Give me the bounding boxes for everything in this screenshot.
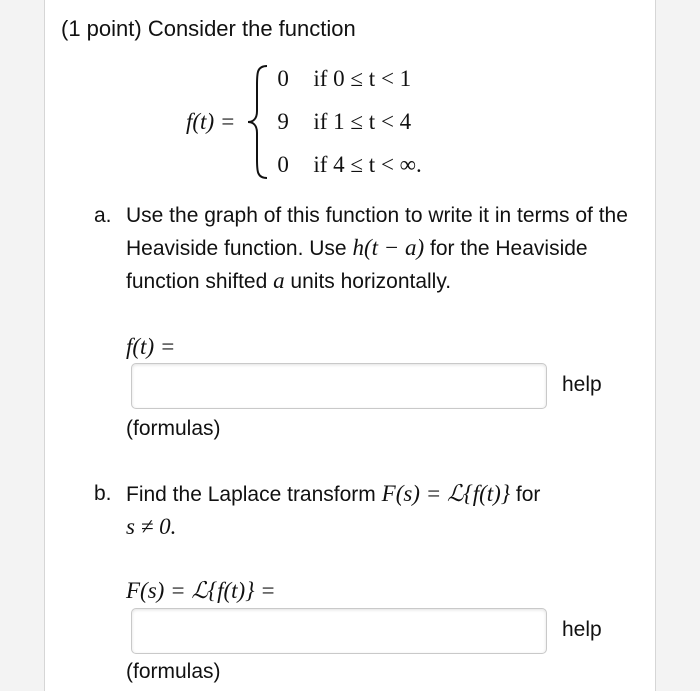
part-a-answer-input[interactable]: [131, 363, 547, 409]
part-b-formulas-link[interactable]: (formulas): [126, 660, 221, 683]
part-b-answer-input[interactable]: [131, 608, 547, 654]
case-condition: if 1 ≤ t < 4: [313, 109, 412, 134]
part-a-math-heaviside: h(t − a): [352, 235, 425, 260]
part-a-marker: a.: [94, 204, 112, 227]
part-a-math-a: a: [273, 268, 285, 293]
part-a-help-link[interactable]: help: [562, 373, 602, 396]
part-a-answer-label: f(t) =: [126, 334, 176, 359]
part-a-text: Use the graph of this function to write it in terms of the Heaviside function. Use: [126, 204, 628, 260]
part-b-math-condition: s ≠ 0.: [126, 514, 177, 539]
problem-intro: (1 point) Consider the function: [61, 16, 356, 41]
part-b-text: Find the Laplace transform: [126, 483, 382, 506]
part-a-question: [126, 200, 646, 298]
case-value: 0: [277, 152, 289, 177]
piecewise-cases: [277, 66, 421, 178]
case-value: 0: [277, 66, 289, 91]
part-b-answer-label: F(s) = ℒ{f(t)} =: [126, 578, 276, 603]
piecewise-case: [277, 152, 421, 178]
piecewise-function: [186, 62, 422, 182]
part-b-help-link[interactable]: help: [562, 618, 602, 641]
piecewise-case: [277, 66, 421, 92]
case-value: 9: [277, 109, 289, 134]
piecewise-case: [277, 109, 421, 135]
part-a-text: units horizontally.: [284, 270, 452, 293]
part-b-marker: b.: [94, 482, 112, 505]
case-condition: if 0 ≤ t < 1: [313, 66, 412, 91]
part-b-text: for: [510, 483, 541, 506]
part-b-math-laplace: F(s) = ℒ{f(t)}: [381, 481, 511, 506]
part-a-formulas-link[interactable]: (formulas): [126, 417, 221, 440]
function-lhs: f(t) =: [186, 109, 236, 134]
part-b-question: [126, 478, 646, 544]
case-condition: if 4 ≤ t < ∞.: [313, 152, 422, 177]
left-brace-icon: [245, 63, 271, 181]
part-a-text: for the Heaviside function shifted: [126, 237, 588, 293]
